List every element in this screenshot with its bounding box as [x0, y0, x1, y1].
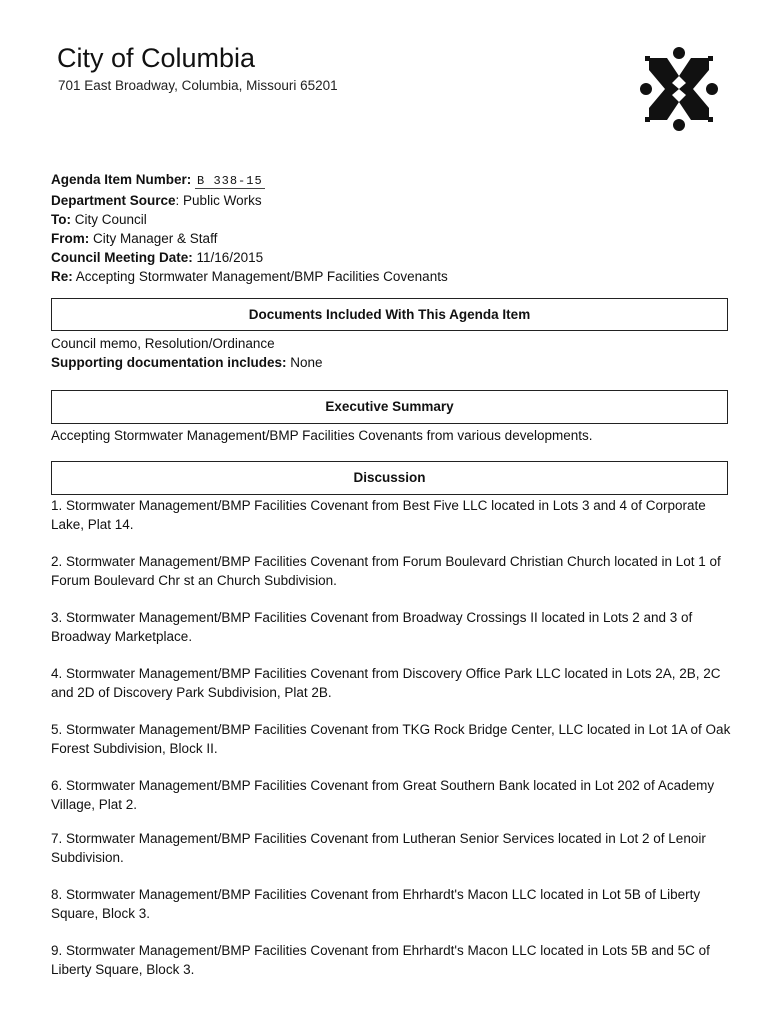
discussion-item: 6. Stormwater Management/BMP Facilities Covenant from Great Southern Bank located in Lot 202 of Academy Village, Plat 2. [51, 778, 715, 812]
page-title: City of Columbia [57, 43, 256, 73]
city-logo-icon [639, 46, 719, 132]
discussion-item: 1. Stormwater Management/BMP Facilities Covenant from Best Five LLC located in Lots 3 and 4 of Corporate Lake, Plat 14. [51, 498, 706, 532]
re-row [51, 267, 448, 286]
agenda-meta [51, 170, 448, 286]
agenda-item-label: Agenda Item Number: [51, 172, 192, 187]
department-value: : Public Works [175, 193, 262, 208]
to-row [51, 210, 448, 229]
discussion-item: 9. Stormwater Management/BMP Facilities Covenant from Ehrhardt's Macon LLC located in Lots 5B and 5C of Liberty Square, Block 3. [51, 943, 710, 977]
re-label: Re: [51, 269, 73, 284]
discussion-item: 3. Stormwater Management/BMP Facilities Covenant from Broadway Crossings II located in Lots 2 and 3 of Broadway Marketplace. [51, 610, 693, 644]
from-value: City Manager & Staff [93, 231, 218, 246]
discussion-item: 4. Stormwater Management/BMP Facilities Covenant from Discovery Office Park LLC located in Lots 2A, 2B, 2C and 2D of Discovery Park Subdivision, Plat 2B. [51, 666, 721, 700]
agenda-item-row [51, 170, 448, 191]
to-value: City Council [74, 212, 147, 227]
documents-list: Council memo, Resolution/Ordinance [51, 336, 275, 351]
discussion-item: 7. Stormwater Management/BMP Facilities Covenant from Lutheran Senior Services located in Lot 2 of Lenoir Subdivision. [51, 831, 706, 865]
executive-summary-text: Accepting Stormwater Management/BMP Facilities Covenants from various developments. [51, 428, 593, 443]
discussion-item: 2. Stormwater Management/BMP Facilities Covenant from Forum Boulevard Christian Church located in Lot 1 of Forum Boulevard Chr st an Church Subdivision. [51, 554, 721, 588]
supporting-value: None [290, 355, 323, 370]
supporting-label: Supporting documentation includes: [51, 355, 287, 370]
meeting-date-label: Council Meeting Date: [51, 250, 193, 265]
city-address: 701 East Broadway, Columbia, Missouri 65201 [58, 78, 338, 93]
discussion-heading: Discussion [51, 461, 728, 495]
agenda-item-value: B 338-15 [197, 174, 263, 188]
documents-heading: Documents Included With This Agenda Item [51, 298, 728, 331]
supporting-docs [51, 353, 323, 372]
re-value: Accepting Stormwater Management/BMP Facilities Covenants [75, 269, 448, 284]
to-label: To: [51, 212, 71, 227]
discussion-item: 8. Stormwater Management/BMP Facilities Covenant from Ehrhardt's Macon LLC located in Lot 5B of Liberty Square, Block 3. [51, 887, 701, 921]
meeting-date-value: 11/16/2015 [196, 250, 264, 265]
meeting-date-row [51, 248, 448, 267]
from-label: From: [51, 231, 90, 246]
department-label: Department Source [51, 193, 176, 208]
department-row [51, 191, 448, 210]
discussion-item: 5. Stormwater Management/BMP Facilities Covenant from TKG Rock Bridge Center, LLC located in Lot 1A of Oak Forest Subdivision, Block II. [51, 722, 731, 756]
executive-summary-heading: Executive Summary [51, 390, 728, 424]
from-row [51, 229, 448, 248]
